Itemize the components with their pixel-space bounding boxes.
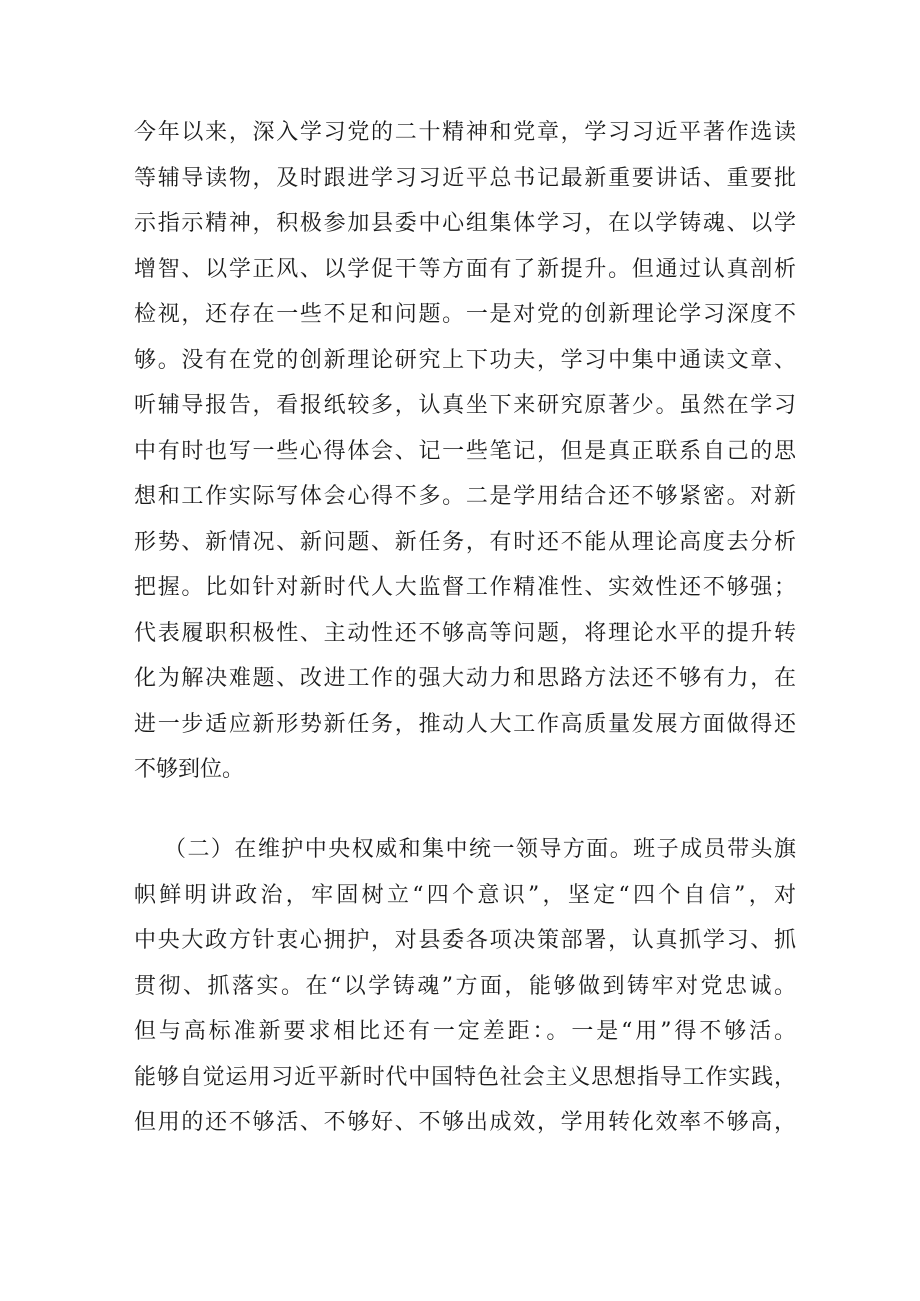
paragraph-line: 听辅导报告，看报纸较多，认真坐下来研究原著少。虽然在学习	[134, 393, 796, 418]
paragraph-line: 但与高标准新要求相比还有一定差距：。一是“用”得不够活。	[134, 1019, 796, 1044]
paragraph-line: 贯彻、抓落实。在“以学铸魂”方面，能够做到铸牢对党忠诚。	[134, 973, 796, 999]
paragraph-line: （二）在维护中央权威和集中统一领导方面。班子成员带头旗	[164, 837, 796, 862]
paragraph-line: 示指示精神，积极参加县委中心组集体学习，在以学铸魂、以学	[134, 211, 796, 236]
paragraph-line: 等辅导读物，及时跟进学习习近平总书记最新重要讲话、重要批	[134, 165, 796, 191]
paragraph-1	[134, 110, 796, 793]
paragraph-line: 能够自觉运用习近平新时代中国特色社会主义思想指导工作实践，	[134, 1064, 796, 1090]
paragraph-line: 帜鲜明讲政治，牢固树立“四个意识”，坚定“四个自信”，对	[134, 882, 796, 908]
paragraph-line: 但用的还不够活、不够好、不够出成效，学用转化效率不够高，	[134, 1110, 796, 1135]
paragraph-line: 形势、新情况、新问题、新任务，有时还不能从理论高度去分析	[134, 529, 796, 555]
paragraph-line: 今年以来，深入学习党的二十精神和党章，学习习近平著作选读	[134, 120, 796, 145]
paragraph-line: 把握。比如针对新时代人大监督工作精准性、实效性还不够强；	[134, 575, 796, 600]
paragraph-line: 化为解决难题、改进工作的强大动力和思路方法还不够有力，在	[134, 666, 796, 691]
paragraph-line: 检视，还存在一些不足和问题。一是对党的创新理论学习深度不	[134, 302, 796, 327]
paragraph-line: 中央大政方针衷心拥护，对县委各项决策部署，认真抓学习、抓	[134, 928, 796, 953]
paragraph-line: 不够到位。	[134, 757, 245, 782]
paragraph-line: 想和工作实际写体会心得不多。二是学用结合还不够紧密。对新	[134, 484, 796, 509]
paragraph-line: 中有时也写一些心得体会、记一些笔记，但是真正联系自己的思	[134, 438, 796, 464]
paragraph-2	[134, 827, 796, 1146]
paragraph-line: 增智、以学正风、以学促干等方面有了新提升。但通过认真剖析	[134, 256, 796, 282]
paragraph-line: 进一步适应新形势新任务，推动人大工作高质量发展方面做得还	[134, 711, 796, 737]
paragraph-line: 代表履职积极性、主动性还不够高等问题，将理论水平的提升转	[134, 620, 796, 646]
paragraph-line: 够。没有在党的创新理论研究上下功夫，学习中集中通读文章、	[134, 347, 796, 373]
